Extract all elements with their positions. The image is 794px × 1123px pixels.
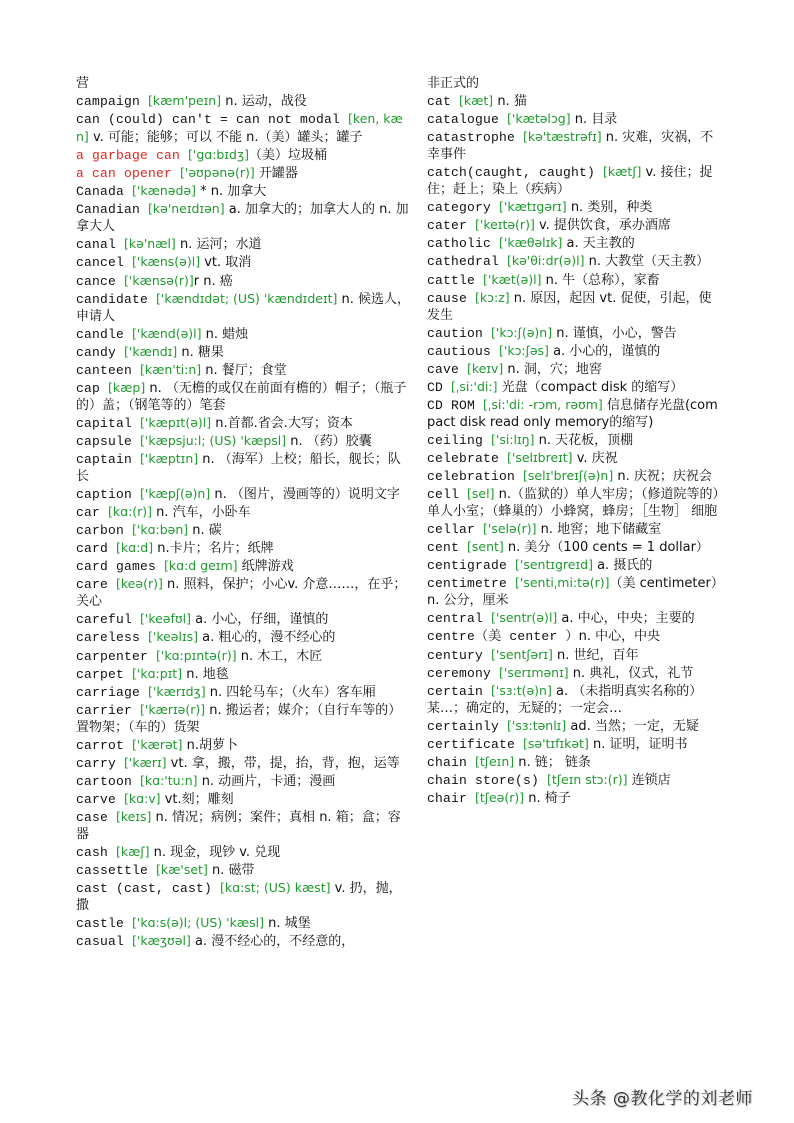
headword: cance: [76, 273, 125, 289]
dictionary-entry: [76, 772, 412, 790]
headword: captain: [76, 451, 141, 467]
definition: ad. 当然；一定，无疑: [566, 718, 699, 734]
phonetic: ['sentɪgreɪd]: [515, 557, 593, 573]
headword: carve: [76, 791, 125, 807]
phonetic: ['sentiˌmi:tə(r)]: [515, 575, 610, 591]
definition: 纸牌游戏: [237, 559, 294, 575]
definition: n. 情况；病例；案件；真相 n. 箱；盒；容器: [76, 809, 401, 842]
phonetic: ['serɪmənɪ]: [499, 664, 569, 680]
phonetic: [ˌsi:'di:]: [451, 378, 498, 394]
dictionary-entry: [76, 879, 412, 914]
dictionary-entry: [427, 627, 723, 645]
phonetic: [ˌsi:'di: -rɔm, rəʊm]: [483, 396, 603, 412]
headword: capital: [76, 415, 141, 431]
headword: canal: [76, 237, 125, 253]
headword: cattle: [427, 272, 484, 288]
definition: a. 加拿大的；加拿大人的 n. 加拿大人: [76, 202, 409, 235]
phonetic: [keə(r)]: [116, 576, 163, 592]
phonetic: [ken, kæn]: [76, 111, 403, 145]
dictionary-entry: [76, 414, 412, 432]
definition: n. 谨慎，小心，警告: [552, 325, 677, 341]
headword: casual: [76, 934, 133, 950]
dictionary-entry: [427, 92, 723, 110]
dictionary-entry: [427, 128, 723, 163]
phonetic: [sel]: [467, 486, 495, 502]
dictionary-entry: [76, 521, 412, 539]
dictionary-entry: [427, 449, 723, 467]
definition: r n. 癌: [193, 273, 233, 289]
dictionary-entry: [76, 628, 412, 646]
headword: catch(caught, caught): [427, 165, 604, 181]
dictionary-entry: [427, 771, 723, 789]
headword: cap: [76, 380, 109, 396]
dictionary-entry: [427, 163, 723, 198]
dictionary-entry: [427, 252, 723, 270]
dictionary-entry: [76, 164, 412, 182]
headword: capsule: [76, 433, 141, 449]
headword: cast (cast, cast): [76, 881, 221, 897]
dictionary-entry: [427, 110, 723, 128]
definition: a. 小心的，谨慎的: [548, 343, 661, 359]
headword: care: [76, 577, 117, 593]
definition: n. 木工，木匠: [236, 648, 323, 664]
left-column: [76, 74, 412, 950]
phonetic: ['sentr(ə)l]: [491, 610, 558, 626]
dictionary-entry: [427, 574, 723, 609]
dictionary-entry: [76, 575, 412, 610]
phonetic: [kæ'set]: [156, 862, 208, 878]
definition: n. 地毯: [182, 666, 229, 682]
dictionary-entry: [76, 808, 412, 843]
definition: 开罐器: [254, 166, 298, 182]
definition: n. 运动，战役: [221, 94, 307, 110]
definition: n.首都.省会.大写；资本: [211, 415, 353, 431]
definition: n. 动画片，卡通；漫画: [197, 773, 336, 789]
phonetic: [kə'θi:dr(ə)l]: [507, 253, 585, 269]
headword: caution: [427, 325, 492, 341]
dictionary-entry: [76, 610, 412, 628]
phonetic: [kæp]: [108, 379, 146, 395]
dictionary-entry: [76, 701, 412, 736]
phonetic: ['sɜ:t(ə)n]: [491, 682, 552, 698]
phonetic: [kɑ:st; (US) kæst]: [220, 880, 331, 896]
headword: century: [427, 647, 492, 663]
phonetic: [kæm'peɪn]: [148, 93, 222, 109]
phonetic: ['kæptɪn]: [140, 450, 199, 466]
definition: n. 椅子: [524, 790, 571, 806]
headword: card games: [76, 559, 165, 575]
headword: chain: [427, 754, 476, 770]
definition: n. 原因，起因 vt. 促使，引起，使发生: [427, 290, 712, 323]
dictionary-entry: [76, 432, 412, 450]
dictionary-entry: [76, 790, 412, 808]
definition: n. 类别，种类: [566, 200, 653, 216]
definition: n. 猫: [493, 94, 527, 110]
phonetic: [keɪs]: [116, 808, 152, 824]
dictionary-entry: [76, 736, 412, 754]
headword: carry: [76, 755, 125, 771]
definition: n.胡萝卜: [182, 737, 238, 753]
phonetic: [kə'neɪdɪən]: [148, 201, 225, 217]
headword: certainly: [427, 718, 508, 734]
definition: vt. 取消: [200, 255, 252, 271]
phonetic: ['əʊpənə(r)]: [180, 165, 255, 181]
headword: Canada: [76, 184, 133, 200]
dictionary-entry: [427, 324, 723, 342]
headword: cater: [427, 218, 476, 234]
definition: a. 天主教的: [562, 236, 635, 252]
headword: celebrate: [427, 450, 508, 466]
dictionary-entry: [427, 682, 723, 717]
definition: vt.刻；雕刻: [160, 791, 234, 807]
dictionary-entry: [76, 450, 412, 485]
phonetic: [tʃeɪn]: [475, 753, 515, 769]
phonetic: [kɑ:(r)]: [108, 504, 153, 520]
definition: n. 现金，现钞 v. 兑现: [149, 845, 281, 861]
headword: candidate: [76, 291, 157, 307]
definition: n. 城堡: [263, 916, 311, 932]
headword: cellar: [427, 522, 484, 538]
definition: a. 漫不经心的，不经意的，: [190, 934, 355, 950]
dictionary-entry: [76, 379, 412, 414]
definition: n. 碳: [188, 523, 222, 539]
definition: n. 四轮马车；（火车）客车厢: [205, 684, 376, 700]
headword: centre（美 center ）: [427, 629, 579, 645]
dictionary-entry: [427, 378, 723, 396]
dictionary-entry: [76, 272, 412, 290]
headword: card: [76, 541, 117, 557]
dictionary-entry: [76, 503, 412, 521]
phonetic: [kɑ:'tu:n]: [140, 772, 198, 788]
definition: 信息储存光盘(compact disk read only memory的缩写): [427, 397, 718, 430]
dictionary-entry: [427, 538, 723, 556]
headword: carpenter: [76, 648, 157, 664]
headword: cancel: [76, 255, 133, 271]
headword: a can opener: [76, 166, 181, 182]
phonetic: [keɪv]: [467, 360, 504, 376]
definition: v. 庆祝: [572, 450, 618, 466]
dictionary-entry: [76, 146, 412, 164]
dictionary-entry: [76, 861, 412, 879]
headword: cave: [427, 361, 468, 377]
dictionary-entry: [76, 182, 412, 200]
phonetic: ['selə(r)]: [483, 521, 537, 537]
headword: cash: [76, 845, 117, 861]
headword: cassettle: [76, 863, 157, 879]
dictionary-entry: [76, 361, 412, 379]
dictionary-entry: [76, 754, 412, 772]
dictionary-entry: [427, 216, 723, 234]
dictionary-entry: [76, 843, 412, 861]
phonetic: [selɪ'breɪʃ(ə)n]: [523, 468, 614, 484]
definition: a. 中心，中央；主要的: [557, 611, 695, 627]
definition: n. 中心，中央: [578, 629, 661, 645]
dictionary-entry: [76, 325, 412, 343]
definition: （美）垃圾桶: [249, 148, 328, 164]
headword: careful: [76, 612, 141, 628]
phonetic: [kɑ:v]: [124, 790, 161, 806]
dictionary-entry: [427, 289, 723, 324]
headword: cartoon: [76, 773, 141, 789]
definition: vt. 拿，搬，带，提，抬，背，抱，运等: [166, 755, 400, 771]
dictionary-entry: [76, 200, 412, 235]
dictionary-entry: [76, 683, 412, 701]
phonetic: [kæʃ]: [116, 844, 150, 860]
headword: caption: [76, 487, 141, 503]
phonetic: [kə'næl]: [124, 236, 176, 252]
definition: v. 扔，抛，撒: [76, 881, 402, 914]
dictionary-entry: [427, 234, 723, 252]
headword: cautious: [427, 343, 500, 359]
definition: n. 链； 链条: [514, 754, 591, 770]
headword: ceiling: [427, 432, 492, 448]
definition: n.卡片；名片；纸牌: [153, 541, 274, 557]
dictionary-entry: [427, 735, 723, 753]
phonetic: [kə'tæstrəfɪ]: [523, 129, 602, 145]
dictionary-entry: [427, 360, 723, 378]
headword: central: [427, 611, 492, 627]
definition: 营: [76, 76, 90, 91]
phonetic: ['kætəlɔg]: [507, 111, 571, 127]
headword: centigrade: [427, 558, 516, 574]
definition: a. 粗心的，漫不经心的: [198, 630, 336, 646]
phonetic: [tʃeə(r)]: [475, 789, 525, 805]
dictionary-entry: [76, 290, 412, 325]
phonetic: [kæn'ti:n]: [140, 361, 202, 377]
definition: n. 蜡烛: [201, 326, 249, 342]
dictionary-entry: [76, 665, 412, 683]
headword: ceremony: [427, 665, 500, 681]
phonetic: ['sɜ:tənlɪ]: [507, 717, 567, 733]
phonetic: ['keɪtə(r)]: [475, 217, 535, 233]
dictionary-entry: [76, 343, 412, 361]
phonetic: ['si:lɪŋ]: [491, 431, 535, 447]
headword: careless: [76, 630, 149, 646]
phonetic: [kɔ:z]: [475, 289, 510, 305]
phonetic: ['kærət]: [132, 736, 183, 752]
phonetic: ['kæθəlɪk]: [499, 235, 563, 251]
definition: 连锁店: [627, 772, 671, 788]
headword: carrot: [76, 737, 133, 753]
definition: n. 照料，保护；小心v. 介意……，在乎；关心: [76, 577, 407, 610]
definition: （美 centimeter）n. 公分，厘米: [427, 576, 718, 609]
definition: n. 美分（100 cents = 1 dollar）: [503, 540, 709, 556]
headword: a garbage can: [76, 148, 189, 164]
dictionary-entry: [427, 74, 723, 92]
phonetic: ['selɪbreɪt]: [507, 449, 573, 465]
phonetic: ['kænsə(r)]: [124, 272, 194, 288]
definition: n. 餐厅；食堂: [201, 362, 287, 378]
headword: carrier: [76, 702, 141, 718]
dictionary-entry: [427, 646, 723, 664]
dictionary-entry: [76, 539, 412, 557]
phonetic: ['kæpsju:l; (US) 'kæpsl]: [140, 432, 287, 448]
headword: certificate: [427, 736, 524, 752]
definition: v. 提供饮食，承办酒席: [534, 218, 671, 234]
dictionary-entry: [76, 92, 412, 110]
dictionary-entry: [427, 664, 723, 682]
headword: can (could) can't = can not modal: [76, 112, 349, 128]
dictionary-entry: [76, 253, 412, 271]
definition: n. 运河；水道: [175, 237, 262, 253]
definition: n. 大教堂（天主教）: [584, 254, 710, 270]
dictionary-entry: [427, 789, 723, 807]
definition: n. 天花板，顶棚: [534, 432, 634, 448]
phonetic: ['kɔ:ʃəs]: [499, 342, 549, 358]
definition: n. 目录: [570, 112, 618, 128]
definition: n. 证明，证明书: [588, 736, 688, 752]
dictionary-entry: [427, 753, 723, 771]
phonetic: [sent]: [467, 539, 504, 555]
definition: n. 候选人，申请人: [76, 291, 411, 324]
headword: cathedral: [427, 254, 508, 270]
headword: castle: [76, 916, 133, 932]
dictionary-entry: [427, 396, 723, 431]
headword: CD: [427, 379, 452, 395]
headword: chain store(s): [427, 772, 548, 788]
right-column: [427, 74, 723, 807]
definition: n. （药）胶囊: [286, 433, 372, 449]
definition: n. 典礼，仪式，礼节: [568, 665, 694, 681]
definition: n. 庆祝；庆祝会: [613, 469, 712, 485]
headword: Canadian: [76, 202, 149, 218]
headword: car: [76, 505, 109, 521]
phonetic: ['sentʃərɪ]: [491, 646, 553, 662]
phonetic: ['kætɪgərɪ]: [499, 199, 567, 215]
headword: CD ROM: [427, 397, 484, 413]
headword: centimetre: [427, 576, 516, 592]
dictionary-entry: [427, 609, 723, 627]
definition: n. 搬运者；媒介；（自行车等的）置物架；（车的）货架: [76, 702, 402, 735]
headword: carbon: [76, 523, 133, 539]
definition: v. 可能；能够；可以 不能 n.（美）罐头；罐子: [88, 130, 363, 146]
headword: canteen: [76, 362, 141, 378]
definition: n. （图片，漫画等的）说明文字: [210, 487, 400, 503]
headword: carpet: [76, 666, 133, 682]
dictionary-entry: [427, 198, 723, 216]
dictionary-entry: [427, 431, 723, 449]
definition: n. （无檐的或仅在前面有檐的）帽子；（瓶子的）盖；（钢笔等的）笔套: [76, 380, 407, 413]
dictionary-entry: [427, 467, 723, 485]
definition: n. 牛（总称），家畜: [541, 272, 660, 288]
phonetic: ['kæpʃ(ə)n]: [140, 486, 211, 502]
dictionary-entry: [76, 235, 412, 253]
definition: v. 接住；捉住；赶上；染上（疾病）: [427, 165, 713, 198]
dictionary-entry: [76, 74, 412, 92]
definition: n. 洞，穴；地窖: [503, 361, 602, 377]
phonetic: ['kɑ:pɪntə(r)]: [156, 647, 237, 663]
phonetic: ['kæʒʊəl]: [132, 933, 191, 949]
dictionary-entry: [427, 717, 723, 735]
definition: n. 汽车，小卧车: [152, 505, 251, 521]
dictionary-entry: [76, 647, 412, 665]
phonetic: ['kæns(ə)l]: [132, 254, 201, 270]
headword: certain: [427, 683, 492, 699]
phonetic: [kɑ:d geɪm]: [164, 558, 238, 574]
headword: cent: [427, 540, 468, 556]
definition: * n. 加拿大: [195, 184, 267, 200]
dictionary-entry: [427, 342, 723, 360]
phonetic: ['keəlɪs]: [148, 629, 199, 645]
phonetic: [kɑ:d]: [116, 540, 154, 556]
headword: carriage: [76, 684, 149, 700]
definition: n. 世纪，百年: [552, 647, 639, 663]
phonetic: ['kændɪ]: [124, 343, 178, 359]
dictionary-entry: [76, 110, 412, 146]
phonetic: ['kændɪdət; (US) 'kændɪdeɪt]: [156, 290, 338, 306]
definition: n. 糖果: [177, 344, 224, 360]
headword: cat: [427, 94, 460, 110]
headword: cause: [427, 290, 476, 306]
dictionary-entry: [427, 485, 723, 520]
definition: n.（监狱的）单人牢房；（修道院等的）单人小室；（蜂巢的）小蜂窝，蜂房；［生物］ 细胞: [427, 487, 719, 520]
dictionary-entry: [76, 914, 412, 932]
phonetic: ['kænədə]: [132, 183, 196, 199]
headword: catalogue: [427, 112, 508, 128]
phonetic: ['kɑ:pɪt]: [132, 665, 183, 681]
phonetic: ['kæpɪt(ə)l]: [140, 414, 212, 430]
phonetic: [kætʃ]: [603, 164, 642, 180]
headword: candy: [76, 344, 125, 360]
phonetic: ['kɑ:bən]: [132, 522, 189, 538]
definition: n. 磁带: [207, 863, 255, 879]
phonetic: [tʃeɪn stɔ:(r)]: [547, 771, 628, 787]
dictionary-entry: [76, 932, 412, 950]
definition: 光盘（compact disk 的缩写）: [497, 379, 684, 395]
definition: a. 小心，仔细，谨慎的: [190, 612, 329, 628]
dictionary-entry: [427, 271, 723, 289]
definition: a. 摄氏的: [592, 558, 653, 574]
dictionary-entry: [427, 556, 723, 574]
headword: candle: [76, 326, 133, 342]
dictionary-entry: [76, 557, 412, 575]
phonetic: ['kænd(ə)l]: [132, 325, 202, 341]
phonetic: [kæt]: [459, 93, 494, 109]
definition: n. （海军）上校；船长，舰长；队长: [76, 451, 401, 485]
definition: 非正式的: [427, 76, 480, 91]
phonetic: ['kærɪ]: [124, 754, 167, 770]
dictionary-entry: [76, 485, 412, 503]
phonetic: [sə'tɪfɪkət]: [523, 735, 589, 751]
phonetic: ['keəfʊl]: [140, 611, 191, 627]
phonetic: ['kɑ:s(ə)l; (US) 'kæsl]: [132, 915, 264, 931]
headword: chair: [427, 790, 476, 806]
headword: category: [427, 200, 500, 216]
headword: case: [76, 809, 117, 825]
headword: cell: [427, 487, 468, 503]
definition: n. 灾难，灾祸，不幸事件: [427, 130, 714, 163]
phonetic: ['kɔ:ʃ(ə)n]: [491, 324, 553, 340]
headword: campaign: [76, 94, 149, 110]
definition: n. 地窖；地下储藏室: [536, 522, 662, 538]
headword: catastrophe: [427, 130, 524, 146]
dictionary-entry: [427, 520, 723, 538]
watermark: 头条 @教化学的刘老师: [572, 1089, 753, 1109]
phonetic: ['gɑ:bɪdʒ]: [188, 147, 250, 163]
headword: celebration: [427, 469, 524, 485]
phonetic: ['kærɪdʒ]: [148, 683, 206, 699]
phonetic: ['kæt(ə)l]: [483, 271, 542, 287]
headword: catholic: [427, 236, 500, 252]
definition: a. （未指明真实名称的）某…；确定的，无疑的；一定会…: [427, 683, 703, 716]
phonetic: ['kærɪə(r)]: [140, 701, 206, 717]
